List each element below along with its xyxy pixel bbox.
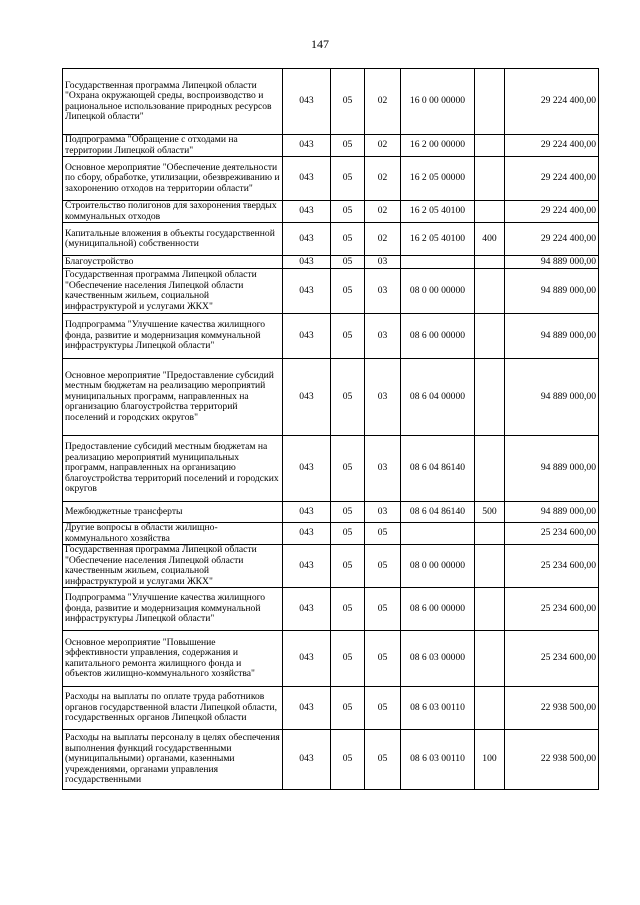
cell-podrazdel: 05 <box>365 545 401 588</box>
table-row <box>63 256 599 269</box>
cell-csr <box>401 256 475 269</box>
cell-name: Строительство полигонов для захоронения твердых коммунальных отходов <box>63 201 283 223</box>
cell-podrazdel: 02 <box>365 157 401 201</box>
cell-name: Основное мероприятие "Повышение эффективности управления, содержания и капитального ремонта жилищного фонда и объектов жилищно-коммунального хозяйства" <box>63 631 283 687</box>
cell-podrazdel: 03 <box>365 314 401 359</box>
cell-podrazdel: 02 <box>365 201 401 223</box>
cell-amount: 25 234 600,00 <box>505 631 599 687</box>
cell-ved: 043 <box>283 359 331 436</box>
cell-name: Основное мероприятие "Предоставление субсидий местным бюджетам на реализацию мероприятий муниципальных программ, направленных на организацию благоустройства территорий поселений и городских округов" <box>63 359 283 436</box>
table-row <box>63 69 599 135</box>
cell-ved: 043 <box>283 436 331 502</box>
cell-podrazdel: 03 <box>365 359 401 436</box>
cell-vr <box>475 545 505 588</box>
cell-amount: 94 889 000,00 <box>505 359 599 436</box>
cell-amount: 94 889 000,00 <box>505 436 599 502</box>
cell-razdel: 05 <box>331 314 365 359</box>
cell-name: Государственная программа Липецкой области "Обеспечение населения Липецкой области качественным жильем, социальной инфраструктурой и услугами ЖКХ" <box>63 545 283 588</box>
table-row <box>63 730 599 790</box>
cell-amount: 94 889 000,00 <box>505 314 599 359</box>
cell-ved: 043 <box>283 730 331 790</box>
cell-csr: 08 0 00 00000 <box>401 269 475 314</box>
cell-podrazdel: 03 <box>365 256 401 269</box>
cell-razdel: 05 <box>331 269 365 314</box>
table-row <box>63 359 599 436</box>
cell-vr <box>475 523 505 545</box>
cell-vr <box>475 69 505 135</box>
table-row <box>63 523 599 545</box>
cell-ved: 043 <box>283 523 331 545</box>
cell-podrazdel: 05 <box>365 588 401 631</box>
cell-ved: 043 <box>283 69 331 135</box>
cell-amount: 22 938 500,00 <box>505 687 599 730</box>
table-row <box>63 223 599 256</box>
cell-vr <box>475 687 505 730</box>
cell-vr: 100 <box>475 730 505 790</box>
cell-name: Государственная программа Липецкой области "Обеспечение населения Липецкой области качественным жильем, социальной инфраструктурой и услугами ЖКХ" <box>63 269 283 314</box>
cell-csr: 16 2 05 40100 <box>401 223 475 256</box>
cell-name: Капитальные вложения в объекты государственной (муниципальной) собственности <box>63 223 283 256</box>
cell-ved: 043 <box>283 269 331 314</box>
cell-csr: 16 2 05 00000 <box>401 157 475 201</box>
cell-name: Основное мероприятие "Обеспечение деятельности по сбору, обработке, утилизации, обезвреживанию и захоронению отходов на территории области" <box>63 157 283 201</box>
cell-vr: 500 <box>475 502 505 523</box>
cell-amount: 94 889 000,00 <box>505 256 599 269</box>
cell-razdel: 05 <box>331 588 365 631</box>
cell-ved: 043 <box>283 223 331 256</box>
cell-podrazdel: 05 <box>365 687 401 730</box>
cell-csr: 16 2 00 00000 <box>401 135 475 157</box>
cell-podrazdel: 02 <box>365 69 401 135</box>
cell-csr: 08 6 04 86140 <box>401 436 475 502</box>
budget-table <box>62 68 599 790</box>
table-row <box>63 157 599 201</box>
cell-name: Подпрограмма "Обращение с отходами на территории Липецкой области" <box>63 135 283 157</box>
cell-podrazdel: 05 <box>365 523 401 545</box>
cell-vr <box>475 157 505 201</box>
cell-ved: 043 <box>283 157 331 201</box>
table-row <box>63 436 599 502</box>
cell-razdel: 05 <box>331 502 365 523</box>
cell-razdel: 05 <box>331 69 365 135</box>
cell-vr <box>475 588 505 631</box>
table-row <box>63 588 599 631</box>
cell-podrazdel: 03 <box>365 269 401 314</box>
cell-razdel: 05 <box>331 256 365 269</box>
cell-csr: 08 6 03 00000 <box>401 631 475 687</box>
cell-ved: 043 <box>283 201 331 223</box>
cell-amount: 94 889 000,00 <box>505 502 599 523</box>
cell-name: Расходы на выплаты персоналу в целях обеспечения выполнения функций государственными (муниципальными) органами, казенными учреждениями, органами управления государственными <box>63 730 283 790</box>
cell-ved: 043 <box>283 631 331 687</box>
cell-vr <box>475 436 505 502</box>
cell-csr: 08 6 04 00000 <box>401 359 475 436</box>
cell-razdel: 05 <box>331 631 365 687</box>
cell-csr: 08 6 00 00000 <box>401 588 475 631</box>
cell-ved: 043 <box>283 687 331 730</box>
cell-vr <box>475 269 505 314</box>
cell-name: Предоставление субсидий местным бюджетам на реализацию мероприятий муниципальных программ, направленных на организацию благоустройства территорий поселений и городских округов <box>63 436 283 502</box>
cell-csr: 08 0 00 00000 <box>401 545 475 588</box>
cell-vr <box>475 256 505 269</box>
cell-csr: 08 6 03 00110 <box>401 687 475 730</box>
table-row <box>63 545 599 588</box>
cell-amount: 25 234 600,00 <box>505 523 599 545</box>
table-row <box>63 502 599 523</box>
cell-csr: 16 2 05 40100 <box>401 201 475 223</box>
cell-razdel: 05 <box>331 359 365 436</box>
cell-csr: 08 6 03 00110 <box>401 730 475 790</box>
cell-ved: 043 <box>283 314 331 359</box>
cell-amount: 29 224 400,00 <box>505 201 599 223</box>
cell-name: Подпрограмма "Улучшение качества жилищного фонда, развитие и модернизация коммунальной инфраструктуры Липецкой области" <box>63 314 283 359</box>
cell-razdel: 05 <box>331 545 365 588</box>
cell-amount: 29 224 400,00 <box>505 135 599 157</box>
cell-vr <box>475 359 505 436</box>
cell-podrazdel: 03 <box>365 502 401 523</box>
table-row <box>63 314 599 359</box>
cell-name: Межбюджетные трансферты <box>63 502 283 523</box>
cell-amount: 22 938 500,00 <box>505 730 599 790</box>
cell-razdel: 05 <box>331 157 365 201</box>
cell-amount: 29 224 400,00 <box>505 157 599 201</box>
cell-ved: 043 <box>283 545 331 588</box>
cell-podrazdel: 03 <box>365 436 401 502</box>
cell-csr: 16 0 00 00000 <box>401 69 475 135</box>
cell-razdel: 05 <box>331 223 365 256</box>
cell-amount: 25 234 600,00 <box>505 545 599 588</box>
cell-vr <box>475 135 505 157</box>
cell-csr: 08 6 04 86140 <box>401 502 475 523</box>
cell-podrazdel: 02 <box>365 135 401 157</box>
budget-table-body <box>63 69 599 790</box>
cell-name: Государственная программа Липецкой области "Охрана окружающей среды, воспроизводство и рациональное использование природных ресурсов Липецкой области" <box>63 69 283 135</box>
table-row <box>63 269 599 314</box>
table-row <box>63 631 599 687</box>
cell-razdel: 05 <box>331 201 365 223</box>
table-row <box>63 687 599 730</box>
cell-amount: 25 234 600,00 <box>505 588 599 631</box>
cell-amount: 94 889 000,00 <box>505 269 599 314</box>
cell-ved: 043 <box>283 588 331 631</box>
cell-csr: 08 6 00 00000 <box>401 314 475 359</box>
cell-podrazdel: 02 <box>365 223 401 256</box>
cell-name: Подпрограмма "Улучшение качества жилищного фонда, развитие и модернизация коммунальной инфраструктуры Липецкой области" <box>63 588 283 631</box>
cell-vr <box>475 631 505 687</box>
table-row <box>63 135 599 157</box>
page-number: 147 <box>311 37 329 51</box>
cell-csr <box>401 523 475 545</box>
cell-razdel: 05 <box>331 523 365 545</box>
cell-name: Благоустройство <box>63 256 283 269</box>
table-row <box>63 201 599 223</box>
cell-amount: 29 224 400,00 <box>505 69 599 135</box>
cell-vr <box>475 314 505 359</box>
cell-vr <box>475 201 505 223</box>
cell-ved: 043 <box>283 502 331 523</box>
cell-vr: 400 <box>475 223 505 256</box>
cell-razdel: 05 <box>331 730 365 790</box>
cell-razdel: 05 <box>331 436 365 502</box>
cell-razdel: 05 <box>331 135 365 157</box>
cell-amount: 29 224 400,00 <box>505 223 599 256</box>
cell-podrazdel: 05 <box>365 730 401 790</box>
cell-name: Расходы на выплаты по оплате труда работников органов государственной власти Липецкой области, государственных органов Липецкой области <box>63 687 283 730</box>
cell-ved: 043 <box>283 135 331 157</box>
cell-ved: 043 <box>283 256 331 269</box>
cell-name: Другие вопросы в области жилищно-коммунального хозяйства <box>63 523 283 545</box>
cell-podrazdel: 05 <box>365 631 401 687</box>
cell-razdel: 05 <box>331 687 365 730</box>
